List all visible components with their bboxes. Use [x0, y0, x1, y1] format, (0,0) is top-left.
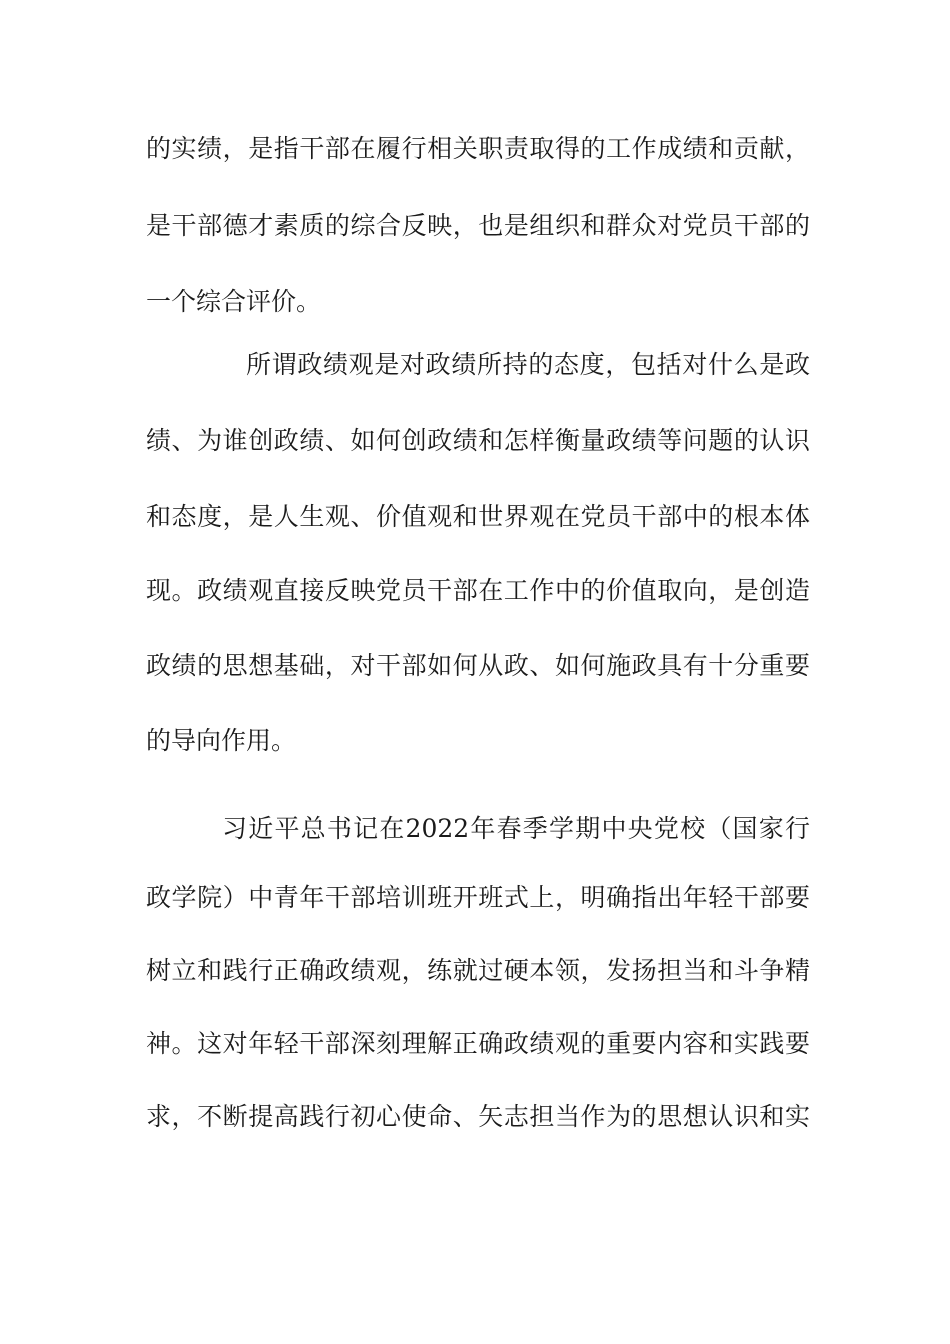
paragraph-3-line-5: 求，不断提高践行初心使命、矢志担当作为的思想认识和实 — [146, 1102, 810, 1131]
paragraph-3-line-1: 习近平总书记在2022年春季学期中央党校（国家行 — [222, 814, 810, 843]
paragraph-3-line-4: 神。这对年轻干部深刻理解正确政绩观的重要内容和实践要 — [146, 1029, 810, 1058]
paragraph-3-line-3: 树立和践行正确政绩观，练就过硬本领，发扬担当和斗争精 — [146, 956, 810, 985]
paragraph-1-line-3: 一个综合评价。 — [146, 287, 322, 316]
paragraph-3-line-2: 政学院）中青年干部培训班开班式上，明确指出年轻干部要 — [146, 883, 810, 912]
paragraph-2-line-3: 和态度，是人生观、价值观和世界观在党员干部中的根本体 — [146, 502, 810, 531]
paragraph-1-line-1: 的实绩，是指干部在履行相关职责取得的工作成绩和贡献， — [146, 134, 810, 163]
paragraph-2-line-4: 现。政绩观直接反映党员干部在工作中的价值取向，是创造 — [146, 576, 810, 605]
paragraph-2-line-2: 绩、为谁创政绩、如何创政绩和怎样衡量政绩等问题的认识 — [146, 426, 810, 455]
paragraph-2-line-1: 所谓政绩观是对政绩所持的态度，包括对什么是政 — [246, 350, 810, 379]
paragraph-1-line-2: 是干部德才素质的综合反映，也是组织和群众对党员干部的 — [146, 211, 810, 240]
paragraph-2-line-6: 的导向作用。 — [146, 726, 297, 755]
paragraph-2-line-5: 政绩的思想基础，对干部如何从政、如何施政具有十分重要 — [146, 651, 810, 680]
